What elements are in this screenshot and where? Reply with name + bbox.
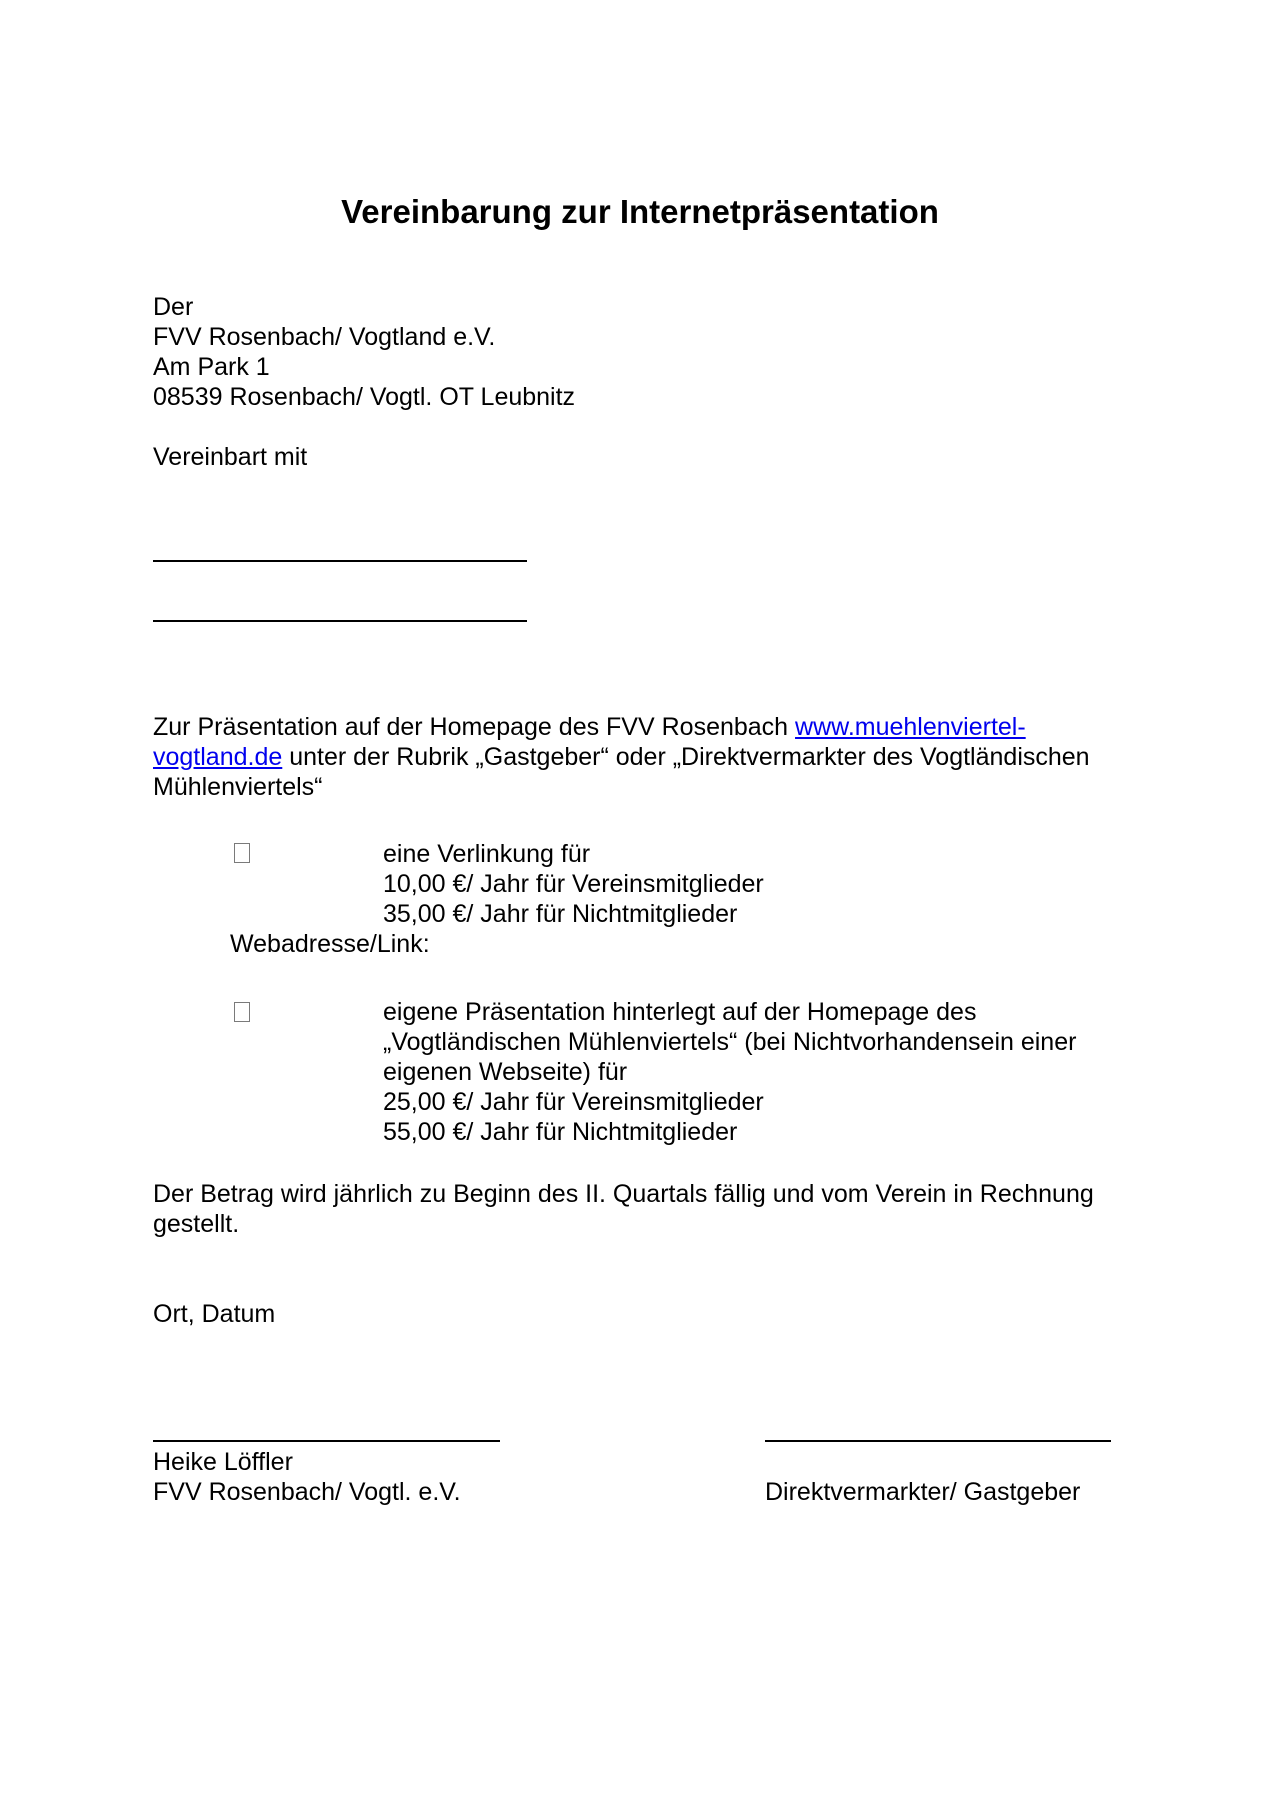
option-presentation-checkbox[interactable] xyxy=(234,1002,250,1022)
website-link-part-1[interactable]: www.muehlenviertel- xyxy=(795,713,1026,741)
option-presentation-line-2: „Vogtländischen Mühlenviertels“ (bei Nichtvorhandensein einer xyxy=(383,1028,1077,1056)
presentation-paragraph xyxy=(153,712,1090,802)
presentation-rubric: unter der Rubrik „Gastgeber“ oder „Direktvermarkter des Vogtländischen xyxy=(282,743,1090,771)
sender-line-2: FVV Rosenbach/ Vogtland e.V. xyxy=(153,323,496,351)
option-link-checkbox[interactable] xyxy=(234,843,250,863)
place-date-label: Ort, Datum xyxy=(153,1300,276,1328)
option-presentation-text xyxy=(383,997,1076,1147)
option-presentation-nonmember-price: 55,00 €/ Jahr für Nichtmitglieder xyxy=(383,1118,738,1146)
sender-line-3: Am Park 1 xyxy=(153,353,270,381)
web-address-label: Webadresse/Link: xyxy=(230,930,430,958)
signatory-name: Heike Löffler xyxy=(153,1448,293,1476)
option-link-text xyxy=(383,839,764,929)
signature-left-block xyxy=(153,1447,461,1507)
payment-paragraph xyxy=(153,1179,1094,1239)
option-link-member-price: 10,00 €/ Jahr für Vereinsmitglieder xyxy=(383,870,764,898)
signatory-organization: FVV Rosenbach/ Vogtl. e.V. xyxy=(153,1478,461,1506)
option-presentation-line-3: eigenen Webseite) für xyxy=(383,1058,628,1086)
payment-line-1: Der Betrag wird jährlich zu Beginn des II. Quartals fällig und vom Verein in Rechnung xyxy=(153,1180,1094,1208)
option-link-line-1: eine Verlinkung für xyxy=(383,840,591,868)
option-presentation-member-price: 25,00 €/ Jahr für Vereinsmitglieder xyxy=(383,1088,764,1116)
payment-line-2: gestellt. xyxy=(153,1210,240,1238)
website-link-part-2[interactable]: vogtland.de xyxy=(153,743,283,771)
signature-line-right[interactable] xyxy=(765,1440,1111,1442)
document-title: Vereinbarung zur Internetpräsentation xyxy=(341,193,939,230)
agreed-with-label: Vereinbart mit xyxy=(153,443,308,471)
option-presentation-line-1: eigene Präsentation hinterlegt auf der Homepage des xyxy=(383,998,977,1026)
sender-address xyxy=(153,292,575,412)
signatory-role: Direktvermarkter/ Gastgeber xyxy=(765,1478,1081,1506)
sender-line-1: Der xyxy=(153,293,194,321)
sender-line-4: 08539 Rosenbach/ Vogtl. OT Leubnitz xyxy=(153,383,576,411)
option-link-nonmember-price: 35,00 €/ Jahr für Nichtmitglieder xyxy=(383,900,738,928)
partner-address-blank[interactable] xyxy=(153,620,527,622)
partner-name-blank[interactable] xyxy=(153,560,527,562)
signature-line-left[interactable] xyxy=(153,1440,500,1442)
presentation-line-3: Mühlenviertels“ xyxy=(153,773,323,801)
presentation-intro: Zur Präsentation auf der Homepage des FVV Rosenbach xyxy=(153,713,796,741)
signature-right-block xyxy=(765,1477,1080,1507)
